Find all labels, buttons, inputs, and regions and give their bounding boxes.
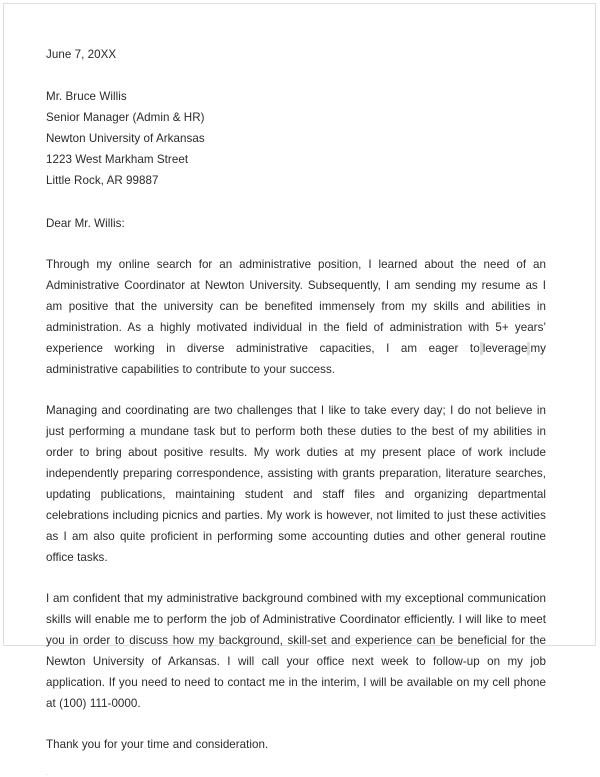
letter-closing: Thank you for your time and consideration. [46, 738, 269, 751]
paragraph-1-text-before-edit: Through my online search for an administrative position, I learned about the need of an Administrative Coordinator at Newton University. Subsequently, I am sending my resume as I am positive that the university can be benefited immensely from my skills and abilities in administration. As a highly motivated individual in the field of administration with 5+ years’ experience working in diverse administrative capacities, I am eager to [46, 258, 546, 355]
trailing-mark: . [46, 767, 49, 777]
letter-paragraph-1 [46, 254, 546, 380]
recipient-street: 1223 West Markham Street [46, 153, 189, 166]
letter-date: June 7, 20XX [46, 48, 117, 61]
letter-paragraph-3: I am confident that my administrative background combined with my exceptional communication skills will enable me to perform the job of Administrative Coordinator efficiently. I will like to meet you in order to discuss how my background, skill-set and experience can be beneficial for the Newton University of Arkansas. I will call your office next week to follow-up on my job application. If you need to need to contact me in the interim, I will be available on my cell phone at (100) 111-0000. [46, 592, 546, 710]
recipient-name: Mr. Bruce Willis [46, 90, 127, 103]
letter-salutation: Dear Mr. Willis: [46, 217, 125, 230]
recipient-title: Senior Manager (Admin & HR) [46, 111, 205, 124]
recipient-city-state-zip: Little Rock, AR 99887 [46, 174, 159, 187]
paragraph-1-edited-word: leverage [482, 342, 528, 355]
recipient-organization: Newton University of Arkansas [46, 132, 205, 145]
letter-paragraph-2: Managing and coordinating are two challenges that I like to take every day; I do not believe in just performing a mundane task but to perform both these duties to the best of my abilities in order to bring about positive results. My work duties at my present place of work include independently preparing correspondence, assisting with grants preparation, literature searches, updating publications, maintaining student and staff files and organizing departmental celebrations including picnics and parties. My work is however, not limited to just these activities as I am also quite proficient in performing some accounting duties and other general routine office tasks. [46, 404, 546, 564]
document-page [3, 3, 596, 777]
letter-body [4, 4, 595, 777]
recipient-address-block [46, 86, 546, 191]
paragraph-1-text-after-edit: my administrative capabilities to contribute to your success. [46, 342, 546, 376]
